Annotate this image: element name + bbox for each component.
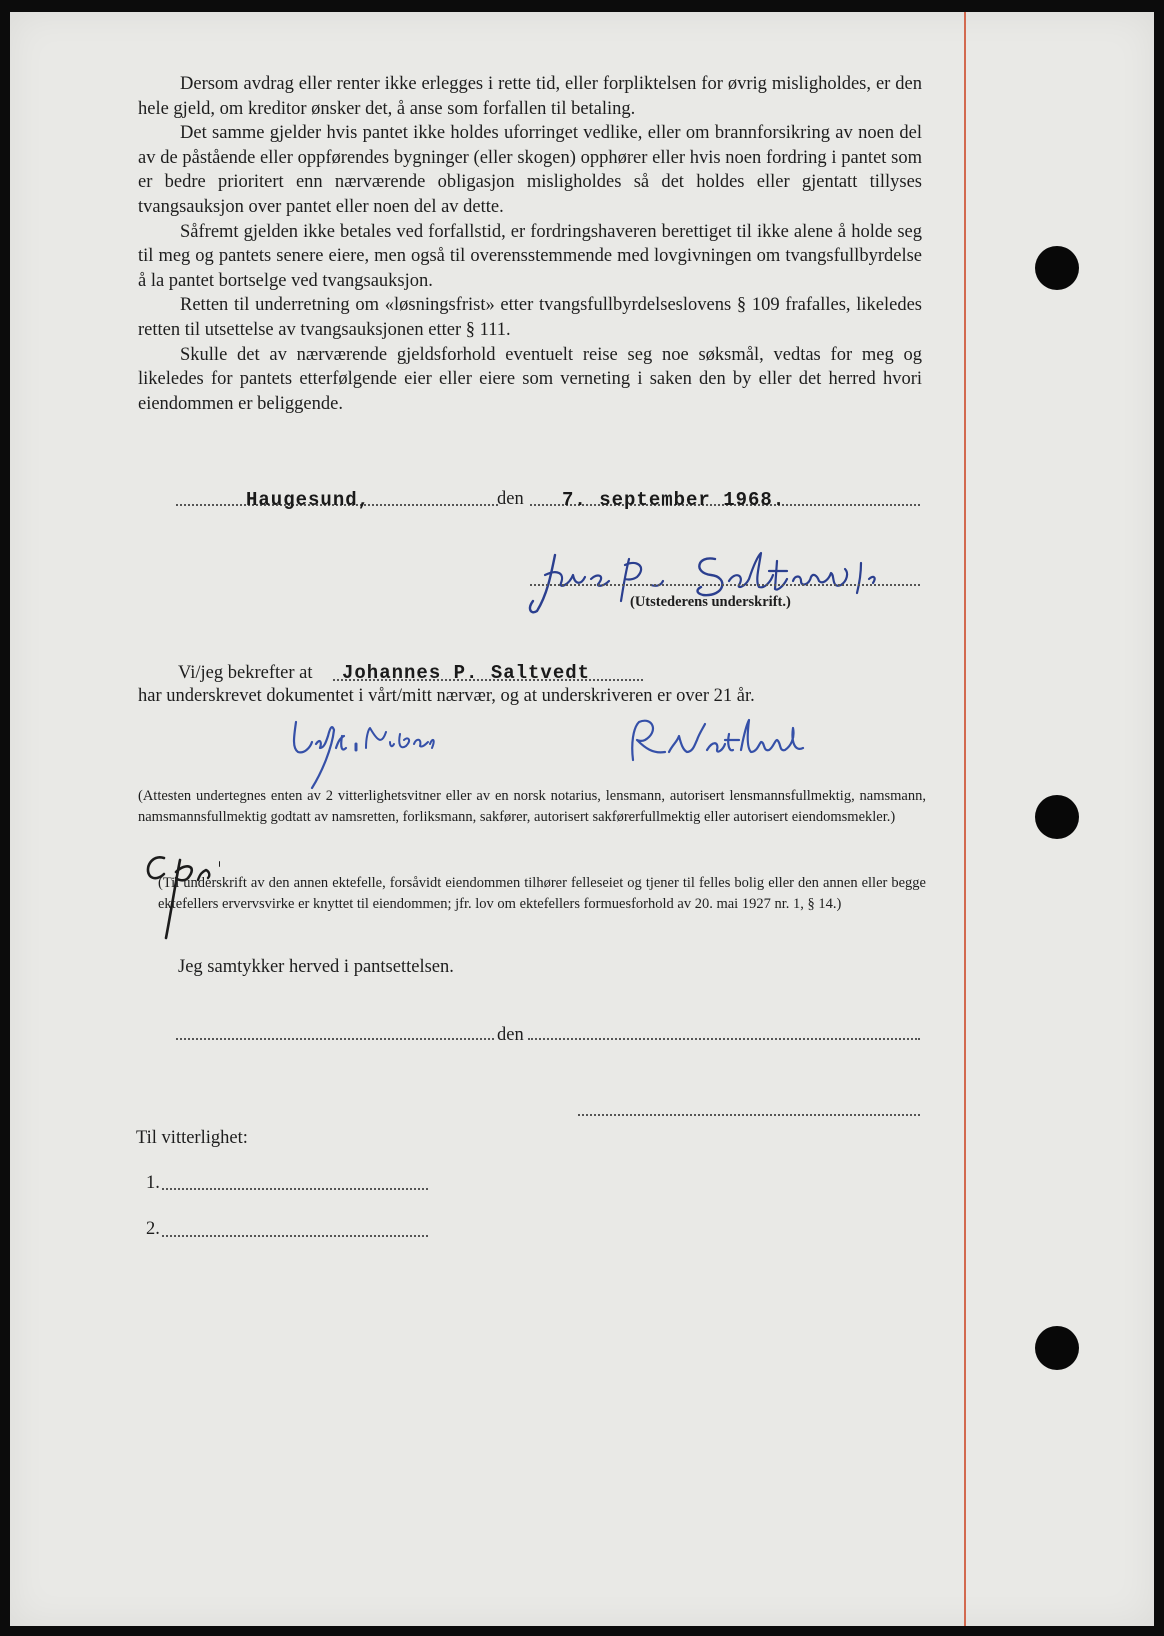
witness-1-number: 1. bbox=[146, 1173, 160, 1193]
signature-caption: (Utstederens underskrift.) bbox=[630, 594, 791, 610]
signature-dotted-line bbox=[530, 584, 920, 586]
punch-hole bbox=[1035, 1326, 1079, 1370]
punch-hole bbox=[1035, 795, 1079, 839]
paragraph: Dersom avdrag eller renter ikke erlegges i rette tid, eller forpliktelsen for øvrig misligholdes, er den hele gjeld, om kreditor ønsker det, å anse som forfallen til betaling. bbox=[138, 74, 922, 119]
witness-2-dotted-line bbox=[162, 1235, 428, 1237]
witness-2-number: 2. bbox=[146, 1219, 160, 1239]
consent-place-dotted-line bbox=[176, 1038, 494, 1040]
witness-1-dotted-line bbox=[162, 1188, 428, 1190]
paragraph: Såfremt gjelden ikke betales ved forfallstid, er fordringshaveren berettiget til ikke alene å holde seg til meg og pantets senere eiere, men også til overensstemmende med lovgivningen om tvangsfullbyrdelse å la pantet bortselge ved tvangsauksjon. bbox=[138, 221, 922, 291]
place-field: Haugesund, bbox=[246, 489, 371, 511]
witness-name-field: Johannes P. Saltvedt bbox=[342, 662, 591, 684]
witness-statement: har underskrevet dokumentet i vårt/mitt nærvær, og at underskriveren er over 21 år. bbox=[138, 686, 755, 706]
punch-hole bbox=[1035, 246, 1079, 290]
margin-rule bbox=[964, 12, 966, 1626]
witness-signature-2 bbox=[625, 714, 835, 768]
consent-den-label: den bbox=[497, 1025, 524, 1045]
paragraph: Det samme gjelder hvis pantet ikke holdes uforringet vedlike, eller om brannforsikring av noen del av de påstående eller oppførendes bygninger (eller skogen) opphører eller hvis noen fordring i pantet som er bedre prioritert enn nærværende obligasjon misligholdes så det holdes eller gjentatt tillyses tvangsauksjon over pantet eller noen del av dette. bbox=[138, 123, 922, 217]
vitterlighet-label: Til vitterlighet: bbox=[136, 1128, 248, 1148]
consent-text: Jeg samtykker herved i pantsettelsen. bbox=[178, 957, 454, 977]
witness-prefix: Vi/jeg bekrefter at bbox=[178, 663, 313, 683]
paragraph: Retten til underretning om «løsningsfrist» etter tvangsfullbyrdelseslovens § 109 frafalles, likeledes retten til utsettelse av tvangsauksjonen etter § 111. bbox=[138, 295, 922, 340]
attestation-note: (Attesten undertegnes enten av 2 vitterlighetsvitner eller av en norsk notarius, lensmann, autorisert lensmannsfullmektig, namsmann, namsmannsfullmektig godtatt av namsretten, forliksmann, sakfører, autorisert sakførerfullmektig eller autorisert eiendomsmekler.) bbox=[138, 788, 926, 825]
consent-signature-dotted-line bbox=[578, 1114, 920, 1116]
spouse-note: (Til underskrift av den annen ektefelle, forsåvidt eiendommen tilhører felleseiet og tjener til felles bolig eller den annen eller begge ektefellers ervervsvirke er knyttet til eiendommen; jfr. lov om ektefellers formuesforhold av 20. mai 1927 nr. 1, § 14.) bbox=[158, 875, 926, 912]
date-field: 7. september 1968. bbox=[562, 489, 786, 511]
paragraph: Skulle det av nærværende gjeldsforhold eventuelt reise seg noe søksmål, vedtas for meg og likeledes for pantets etterfølgende eier eller eiere som verneting i saken den by eller det herred hvori eiendommen er beliggende. bbox=[138, 344, 922, 414]
witness-signature-1 bbox=[282, 708, 442, 792]
terms-text bbox=[138, 72, 922, 416]
den-label: den bbox=[497, 489, 524, 509]
consent-date-dotted-line bbox=[528, 1038, 920, 1040]
